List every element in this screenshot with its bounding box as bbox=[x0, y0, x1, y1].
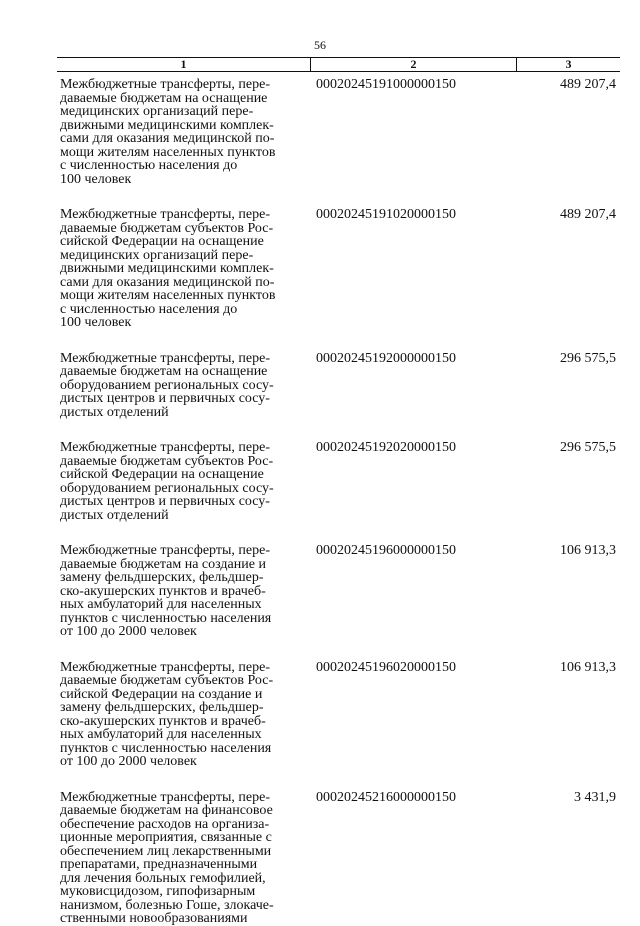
row-code: 00020245196020000150 bbox=[316, 659, 456, 675]
description-line: даваемые бюджетам на финансовое bbox=[60, 803, 273, 818]
description-line: 100 человек bbox=[60, 315, 132, 330]
description-line: даваемые бюджетам на оснащение bbox=[60, 364, 268, 379]
row-amount: 106 913,3 bbox=[560, 543, 616, 558]
row-amount: 296 575,5 bbox=[560, 440, 616, 455]
table-row bbox=[57, 78, 620, 186]
description-line: пунктов с численностью населения bbox=[60, 610, 272, 626]
description-line: дистых центров и первичных сосу- bbox=[60, 494, 270, 509]
description-line: медицинских организаций пере- bbox=[60, 104, 254, 119]
table-row bbox=[57, 661, 620, 769]
row-description bbox=[57, 441, 310, 522]
description-line: ско-акушерских пунктов и врачеб- bbox=[60, 713, 266, 729]
description-line: сами для оказания медицинской по- bbox=[60, 131, 275, 146]
description-line: Межбюджетные трансферты, пере- bbox=[60, 659, 270, 675]
description-line: дистых отделений bbox=[60, 507, 169, 523]
page-number: 56 bbox=[314, 38, 326, 52]
table-header bbox=[57, 57, 620, 72]
description-line: ных амбулаторий для населенных bbox=[60, 727, 262, 742]
row-description bbox=[57, 661, 310, 769]
description-line: с численностью населения до bbox=[60, 158, 238, 173]
description-line: оборудованием региональных сосу- bbox=[60, 480, 274, 496]
description-line: сийской Федерации на оснащение bbox=[60, 467, 264, 482]
description-line: сийской Федерации на создание и bbox=[60, 686, 263, 702]
row-amount: 3 431,9 bbox=[574, 789, 616, 805]
description-line: движными медицинскими комплек- bbox=[60, 117, 274, 133]
header-col-2: 2 bbox=[311, 58, 517, 71]
description-line: даваемые бюджетам субъектов Рос- bbox=[60, 673, 274, 688]
table-row bbox=[57, 791, 620, 926]
row-code: 00020245196000000150 bbox=[316, 543, 456, 558]
row-code: 00020245192020000150 bbox=[316, 440, 456, 455]
description-line: сийской Федерации на оснащение bbox=[60, 234, 264, 249]
description-line: даваемые бюджетам субъектов Рос- bbox=[60, 220, 274, 236]
description-line: обеспечением лиц лекарственными bbox=[60, 843, 272, 859]
description-line: для лечения больных гемофилией, bbox=[60, 870, 266, 886]
description-line: даваемые бюджетам субъектов Рос- bbox=[60, 453, 274, 469]
description-line: с численностью населения до bbox=[60, 301, 238, 317]
description-line: сами для оказания медицинской по- bbox=[60, 274, 275, 290]
header-col-3: 3 bbox=[565, 57, 572, 71]
description-line: Межбюджетные трансферты, пере- bbox=[60, 207, 270, 222]
row-description bbox=[57, 791, 310, 926]
description-line: движными медицинскими комплек- bbox=[60, 261, 274, 276]
description-line: пунктов с численностью населения bbox=[60, 740, 272, 756]
description-line: замену фельдшерских, фельдшер- bbox=[60, 700, 264, 715]
description-line: даваемые бюджетам на создание и bbox=[60, 556, 266, 572]
row-code: 00020245191000000150 bbox=[316, 77, 456, 92]
description-line: даваемые бюджетам на оснащение bbox=[60, 90, 268, 106]
row-description bbox=[57, 208, 310, 330]
description-line: мощи жителям населенных пунктов bbox=[60, 288, 276, 303]
row-description bbox=[57, 352, 310, 420]
description-line: замену фельдшерских, фельдшер- bbox=[60, 570, 264, 585]
header-col-1: 1 bbox=[57, 58, 311, 71]
description-line: Межбюджетные трансферты, пере- bbox=[60, 543, 270, 558]
row-code: 00020245191020000150 bbox=[316, 207, 456, 222]
description-line: ственными новообразованиями bbox=[60, 911, 248, 926]
row-amount: 106 913,3 bbox=[560, 659, 616, 675]
description-line: ных амбулаторий для населенных bbox=[60, 597, 262, 612]
row-amount: 296 575,5 bbox=[560, 350, 616, 366]
description-line: Межбюджетные трансферты, пере- bbox=[60, 350, 270, 366]
description-line: 100 человек bbox=[60, 171, 132, 187]
description-line: Межбюджетные трансферты, пере- bbox=[60, 440, 270, 455]
row-amount: 489 207,4 bbox=[560, 207, 616, 222]
table-body bbox=[57, 78, 620, 926]
description-line: дистых отделений bbox=[60, 404, 169, 420]
description-line: мощи жителям населенных пунктов bbox=[60, 144, 276, 160]
description-line: препаратами, предназначенными bbox=[60, 857, 258, 872]
table-row bbox=[57, 544, 620, 639]
description-line: ционные мероприятия, связанные с bbox=[60, 830, 272, 845]
row-code: 00020245192000000150 bbox=[316, 350, 456, 366]
description-line: обеспечение расходов на организа- bbox=[60, 816, 270, 832]
row-description bbox=[57, 544, 310, 639]
description-line: оборудованием региональных сосу- bbox=[60, 377, 274, 393]
description-line: Межбюджетные трансферты, пере- bbox=[60, 77, 270, 92]
table-row bbox=[57, 441, 620, 522]
description-line: дистых центров и первичных сосу- bbox=[60, 391, 270, 406]
table-row bbox=[57, 352, 620, 420]
table-row bbox=[57, 208, 620, 330]
description-line: от 100 до 2000 человек bbox=[60, 754, 197, 769]
row-amount: 489 207,4 bbox=[560, 77, 616, 92]
description-line: Межбюджетные трансферты, пере- bbox=[60, 789, 270, 805]
description-line: нанизмом, болезнью Гоше, злокаче- bbox=[60, 897, 274, 913]
description-line: медицинских организаций пере- bbox=[60, 247, 254, 263]
row-description bbox=[57, 78, 310, 186]
budget-table bbox=[57, 57, 620, 926]
row-code: 00020245216000000150 bbox=[316, 789, 456, 805]
description-line: муковисцидозом, гипофизарным bbox=[60, 884, 256, 899]
description-line: от 100 до 2000 человек bbox=[60, 624, 197, 639]
description-line: ско-акушерских пунктов и врачеб- bbox=[60, 583, 266, 599]
